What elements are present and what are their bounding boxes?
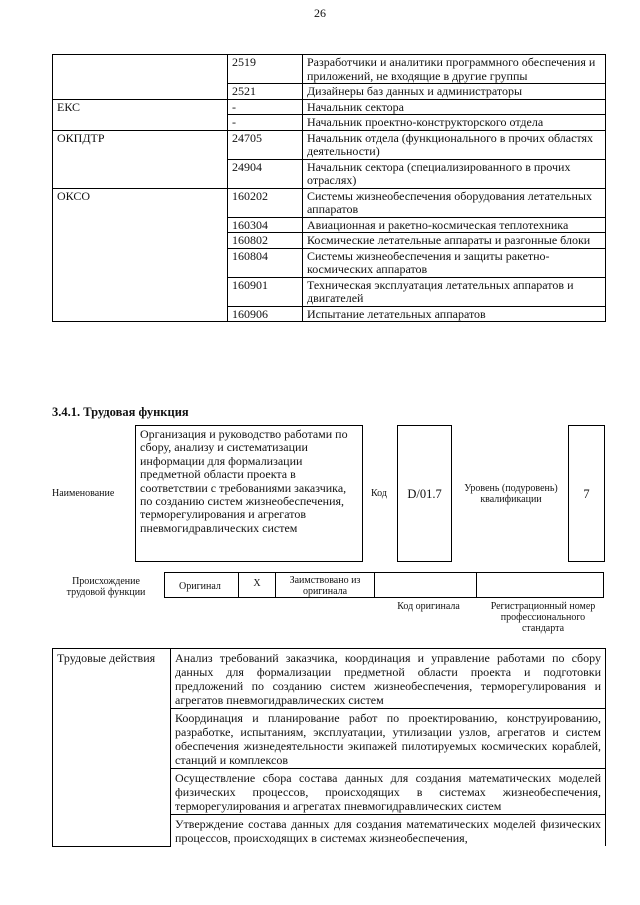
original-code-cell bbox=[374, 572, 477, 598]
code-cell: 160304 bbox=[228, 217, 303, 233]
action-item: Осуществление сбора состава данных для создания математических моделей физических процессов, происходящих в системах жизнеобеспечения, терморегулирования и агрегатах пневмогидравлических систем bbox=[171, 769, 606, 815]
action-item: Координация и планирование работ по проектированию, конструированию, разработке, испытаниям, эксплуатации, утилизации узлов, агрегатов и систем обеспечения жизнедеятельности экипажей пилотируемых космических кораблей, станций и комплексов bbox=[171, 709, 606, 769]
title-cell: Техническая эксплуатация летательных аппаратов и двигателей bbox=[303, 277, 606, 306]
table-row bbox=[53, 188, 606, 217]
code-cell: 24904 bbox=[228, 159, 303, 188]
title-cell: Начальник сектора (специализированного в прочих отраслях) bbox=[303, 159, 606, 188]
labour-actions-table bbox=[52, 648, 606, 847]
code-cell: 160802 bbox=[228, 233, 303, 249]
code-cell: 160901 bbox=[228, 277, 303, 306]
group-cell: ЕКС bbox=[53, 99, 228, 130]
table-row bbox=[53, 55, 606, 84]
reg-number-cell bbox=[476, 572, 604, 598]
code-cell: 2519 bbox=[228, 55, 303, 84]
code-cell: - bbox=[228, 99, 303, 115]
title-cell: Начальник отдела (функционального в прочих областях деятельности) bbox=[303, 130, 606, 159]
group-cell bbox=[53, 55, 228, 100]
name-label: Наименование bbox=[52, 488, 115, 499]
origin-row bbox=[165, 572, 606, 598]
classification-table bbox=[52, 54, 606, 322]
title-cell: Космические летательные аппараты и разгонные блоки bbox=[303, 233, 606, 249]
title-cell: Системы жизнеобеспечения оборудования летательных аппаратов bbox=[303, 188, 606, 217]
function-code-box: D/01.7 bbox=[397, 425, 452, 562]
code-cell: 160906 bbox=[228, 306, 303, 322]
table-row bbox=[53, 99, 606, 115]
borrowed-cell: Заимствовано из оригинала bbox=[275, 572, 375, 598]
action-item: Анализ требований заказчика, координация и управление работами по сбору данных для формализации предметной области проекта и подготовки предложений по созданию систем жизнеобеспечения, терморегулирования и агрегатов пневмогидравлических систем bbox=[171, 649, 606, 709]
actions-header: Трудовые действия bbox=[53, 649, 171, 847]
title-cell: Начальник проектно-конструкторского отдела bbox=[303, 115, 606, 131]
title-cell: Разработчики и аналитики программного обеспечения и приложений, не входящие в другие группы bbox=[303, 55, 606, 84]
code-cell: 160202 bbox=[228, 188, 303, 217]
title-cell: Испытание летательных аппаратов bbox=[303, 306, 606, 322]
qualification-level-box: 7 bbox=[568, 425, 605, 562]
original-mark: X bbox=[238, 572, 276, 598]
origin-label: Происхождение трудовой функции bbox=[66, 576, 146, 598]
action-item: Утверждение состава данных для создания математических моделей физических процессов, происходящих в системах жизнеобеспечения, bbox=[171, 815, 606, 847]
title-cell: Начальник сектора bbox=[303, 99, 606, 115]
level-label: Уровень (подуровень) квалификации bbox=[464, 483, 558, 505]
table-row bbox=[53, 649, 606, 709]
code-cell: 2521 bbox=[228, 84, 303, 100]
original-cell: Оригинал bbox=[164, 572, 239, 598]
code-cell: 160804 bbox=[228, 248, 303, 277]
section-title: 3.4.1. Трудовая функция bbox=[52, 405, 189, 419]
reg-number-label: Регистрационный номер профессионального стандарта bbox=[490, 601, 596, 634]
page-number: 26 bbox=[314, 6, 326, 20]
title-cell: Дизайнеры баз данных и администраторы bbox=[303, 84, 606, 100]
original-code-label: Код оригинала bbox=[397, 601, 460, 612]
table-row bbox=[53, 130, 606, 159]
title-cell: Системы жизнеобеспечения и защиты ракетно-космических аппаратов bbox=[303, 248, 606, 277]
code-cell: - bbox=[228, 115, 303, 131]
code-cell: 24705 bbox=[228, 130, 303, 159]
group-cell: ОКСО bbox=[53, 188, 228, 322]
title-cell: Авиационная и ракетно-космическая теплотехника bbox=[303, 217, 606, 233]
group-cell: ОКПДТР bbox=[53, 130, 228, 188]
function-name-box: Организация и руководство работами по сбору, анализу и систематизации информации для формализации предметной области проекта в соответствии с требованиями заказчика, по созданию систем жизнеобеспечения, терморегулирования и агрегатов пневмогидравлических систем bbox=[135, 425, 363, 562]
code-label: Код bbox=[371, 488, 387, 499]
